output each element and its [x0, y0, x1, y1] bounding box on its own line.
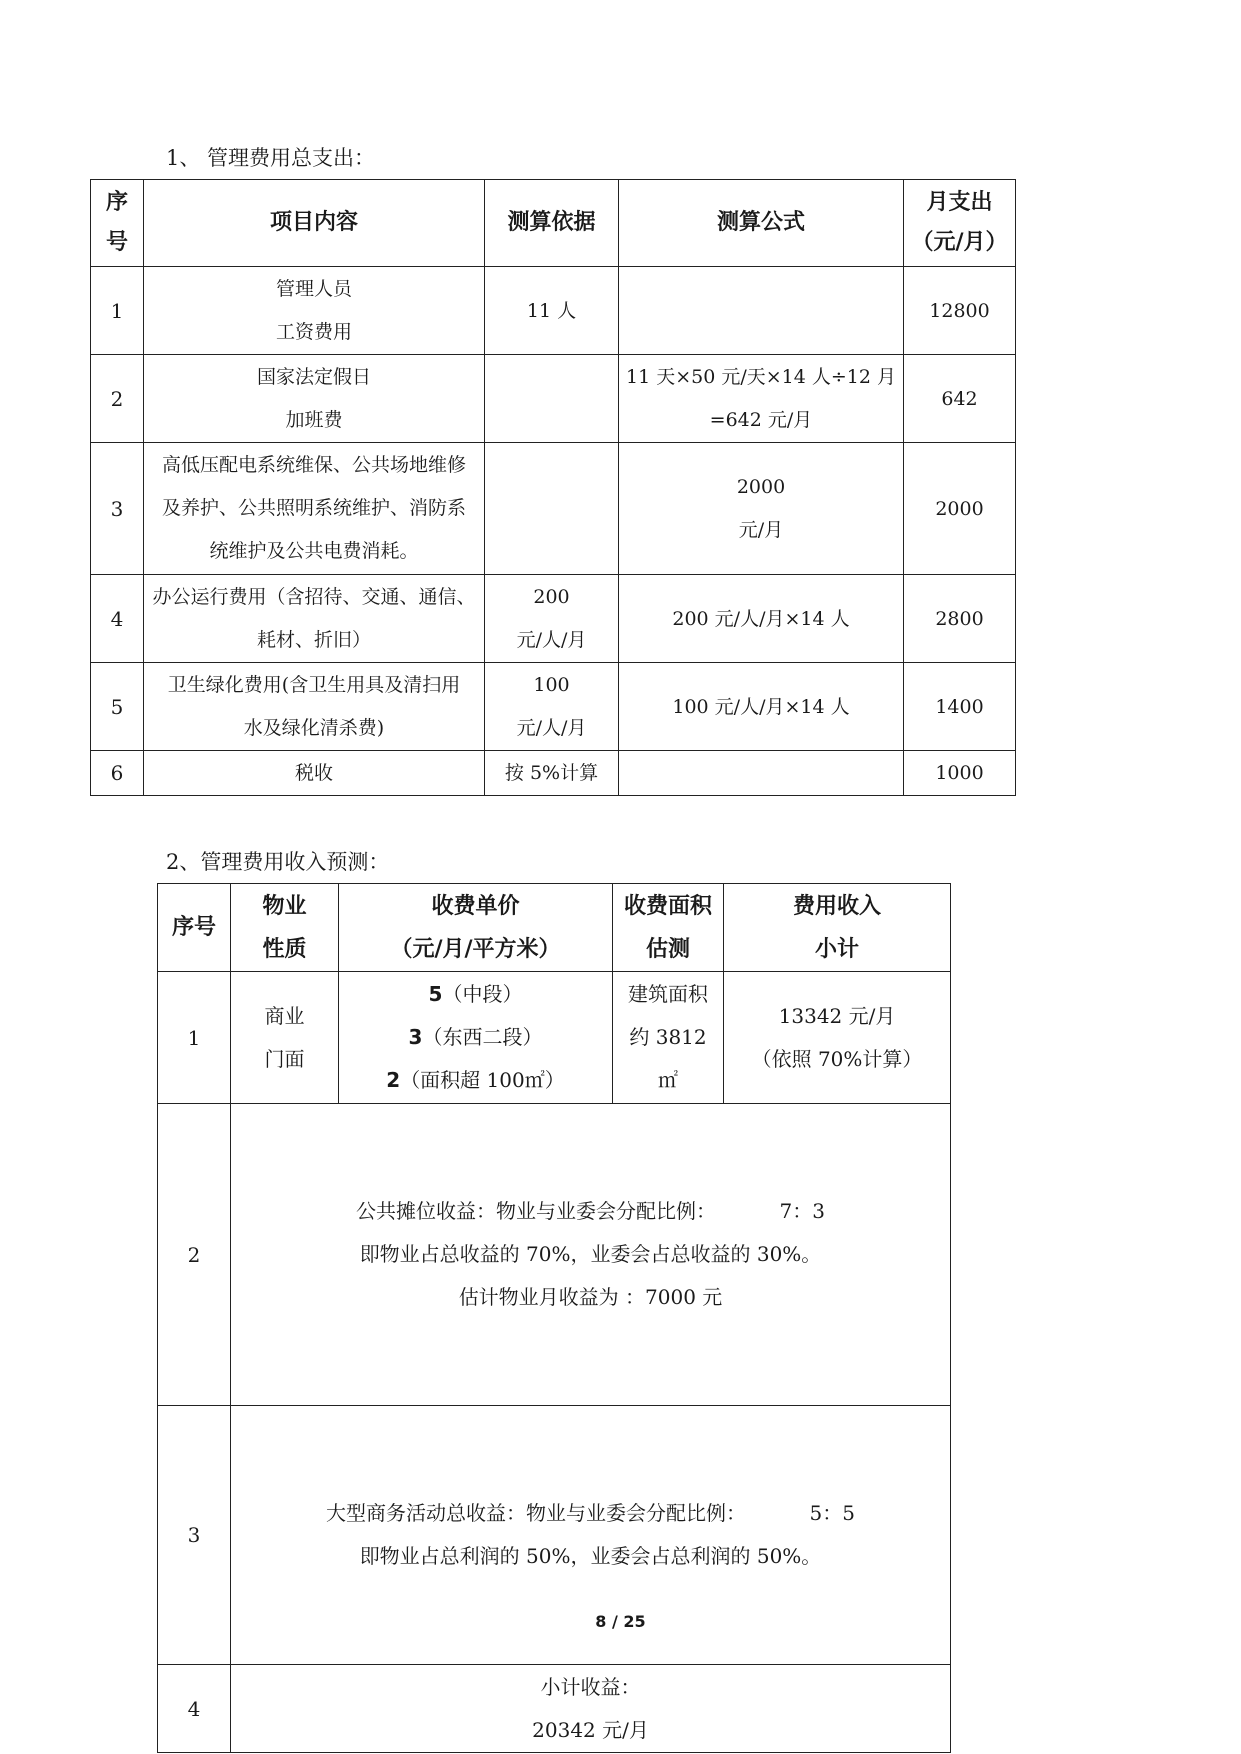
row-description: 大型商务活动总收益：物业与业委会分配比例： 5：5 即物业占总利润的 50%，业委会占总利润的 50%。: [231, 1406, 951, 1665]
row-formula: [619, 751, 904, 796]
row-basis: 11 人: [485, 267, 619, 355]
table-row: [158, 1104, 951, 1406]
row-no: 2: [158, 1104, 231, 1406]
table-row: [158, 972, 951, 1104]
row-no: 4: [158, 1665, 231, 1753]
row-item: 办公运行费用（含招待、交通、通信、 耗材、折旧）: [144, 575, 485, 663]
row-formula: 2000 元/月: [619, 443, 904, 575]
header-item: 项目内容: [144, 180, 485, 267]
table-row: [91, 355, 1016, 443]
row-description: 公共摊位收益：物业与业委会分配比例： 7：3 即物业占总收益的 70%，业委会占总收益的 30%。 估计物业月收益为 ：7000 元: [231, 1104, 951, 1406]
row-item: 卫生绿化费用(含卫生用具及清扫用 水及绿化清杀费): [144, 663, 485, 751]
section2-title: 2、管理费用收入预测：: [166, 850, 390, 874]
table-row: [91, 267, 1016, 355]
header-price: 收费单价 （元/月/平方米）: [339, 884, 613, 972]
row-no: 3: [158, 1406, 231, 1665]
price-line: 3（东西二段）: [408, 1025, 543, 1049]
row-area: 建筑面积 约 3812 ㎡: [613, 972, 724, 1104]
row-basis: 100 元/人/月: [485, 663, 619, 751]
row-income: 13342 元/月 （依照 70%计算）: [724, 972, 951, 1104]
row-basis: [485, 443, 619, 575]
row-monthly: 1000: [904, 751, 1016, 796]
header-nature: 物业 性质: [231, 884, 339, 972]
row-formula: 100 元/人/月×14 人: [619, 663, 904, 751]
row-no: 3: [91, 443, 144, 575]
expenditure-header-row: [91, 180, 1016, 267]
row-description: 小计收益： 20342 元/月: [231, 1665, 951, 1753]
income-header-row: [158, 884, 951, 972]
row-nature: 商业 门面: [231, 972, 339, 1104]
row-basis: [485, 355, 619, 443]
row-no: 5: [91, 663, 144, 751]
expenditure-table: [90, 179, 1016, 796]
header-formula: 测算公式: [619, 180, 904, 267]
row-item: 管理人员 工资费用: [144, 267, 485, 355]
header-no: 序 号: [91, 180, 144, 267]
header-monthly: 月支出 （元/月）: [904, 180, 1016, 267]
row-monthly: 2000: [904, 443, 1016, 575]
row-basis: 按 5%计算: [485, 751, 619, 796]
page-number: 8 / 25: [595, 1612, 646, 1631]
table-row: [91, 663, 1016, 751]
row-no: 6: [91, 751, 144, 796]
row-basis: 200 元/人/月: [485, 575, 619, 663]
row-monthly: 642: [904, 355, 1016, 443]
row-formula: 11 天×50 元/天×14 人÷12 月 =642 元/月: [619, 355, 904, 443]
section1-title: 1、 管理费用总支出：: [166, 146, 376, 170]
table-row: [158, 1665, 951, 1753]
row-no: 4: [91, 575, 144, 663]
price-line: 2（面积超 100㎡）: [386, 1068, 565, 1092]
row-item: 税收: [144, 751, 485, 796]
header-basis: 测算依据: [485, 180, 619, 267]
row-monthly: 12800: [904, 267, 1016, 355]
header-no: 序号: [158, 884, 231, 972]
table-row: [91, 751, 1016, 796]
row-formula: [619, 267, 904, 355]
row-formula: 200 元/人/月×14 人: [619, 575, 904, 663]
row-item: 高低压配电系统维保、公共场地维修 及养护、公共照明系统维护、消防系 统维护及公共电费消耗。: [144, 443, 485, 575]
price-line: 5（中段）: [428, 982, 523, 1006]
row-monthly: 1400: [904, 663, 1016, 751]
row-no: 1: [158, 972, 231, 1104]
header-area: 收费面积 估测: [613, 884, 724, 972]
header-income: 费用收入 小计: [724, 884, 951, 972]
row-monthly: 2800: [904, 575, 1016, 663]
row-item: 国家法定假日 加班费: [144, 355, 485, 443]
table-row: [91, 443, 1016, 575]
row-prices: [339, 972, 613, 1104]
row-no: 2: [91, 355, 144, 443]
row-no: 1: [91, 267, 144, 355]
table-row: [91, 575, 1016, 663]
